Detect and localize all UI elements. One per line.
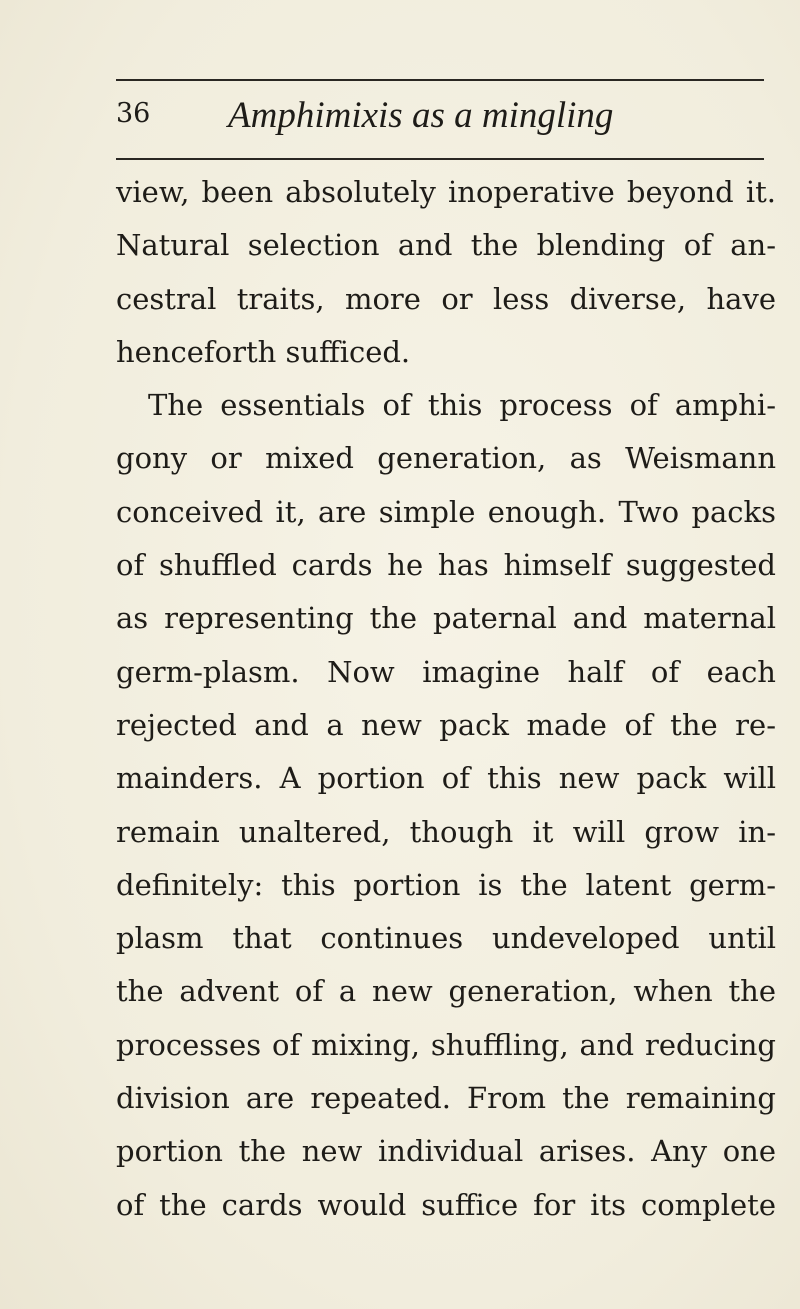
text-line: remain unaltered, though it will grow in- xyxy=(116,814,776,849)
header-top-rule xyxy=(116,79,764,81)
text-line: definitely: this portion is the latent germ- xyxy=(116,867,776,902)
text-line: of shuffled cards he has himself suggested xyxy=(116,548,776,583)
page-header xyxy=(116,94,764,144)
text-line: view, been absolutely inoperative beyond it. xyxy=(116,175,776,209)
text-line: division are repeated. From the remaining xyxy=(116,1081,776,1116)
text-line: mainders. A portion of this new pack will xyxy=(116,761,776,796)
body-text xyxy=(116,166,776,1232)
page-number: 36 xyxy=(116,98,151,129)
text-line: germ-plasm. Now imagine half of each xyxy=(116,654,776,689)
running-head: Amphimixis as a mingling xyxy=(228,95,614,136)
text-line-paragraph-end: henceforth sufficed. xyxy=(116,334,411,369)
text-line: cestral traits, more or less diverse, have xyxy=(116,281,776,316)
text-line: conceived it, are simple enough. Two packs xyxy=(116,494,776,529)
text-line: processes of mixing, shuffling, and reducing xyxy=(116,1027,776,1062)
text-line: as representing the paternal and maternal xyxy=(116,601,776,636)
header-bottom-rule xyxy=(116,158,764,160)
text-line: the advent of a new generation, when the xyxy=(116,974,776,1009)
text-line: plasm that continues undeveloped until xyxy=(116,921,776,956)
text-line: rejected and a new pack made of the re- xyxy=(116,707,776,742)
text-line: portion the new individual arises. Any one xyxy=(116,1134,776,1169)
text-line: Natural selection and the blending of an- xyxy=(116,228,776,263)
text-line-paragraph-start: The essentials of this process of amphi- xyxy=(148,388,776,423)
text-line: gony or mixed generation, as Weismann xyxy=(116,441,776,476)
text-line: of the cards would suffice for its complete xyxy=(116,1187,776,1222)
